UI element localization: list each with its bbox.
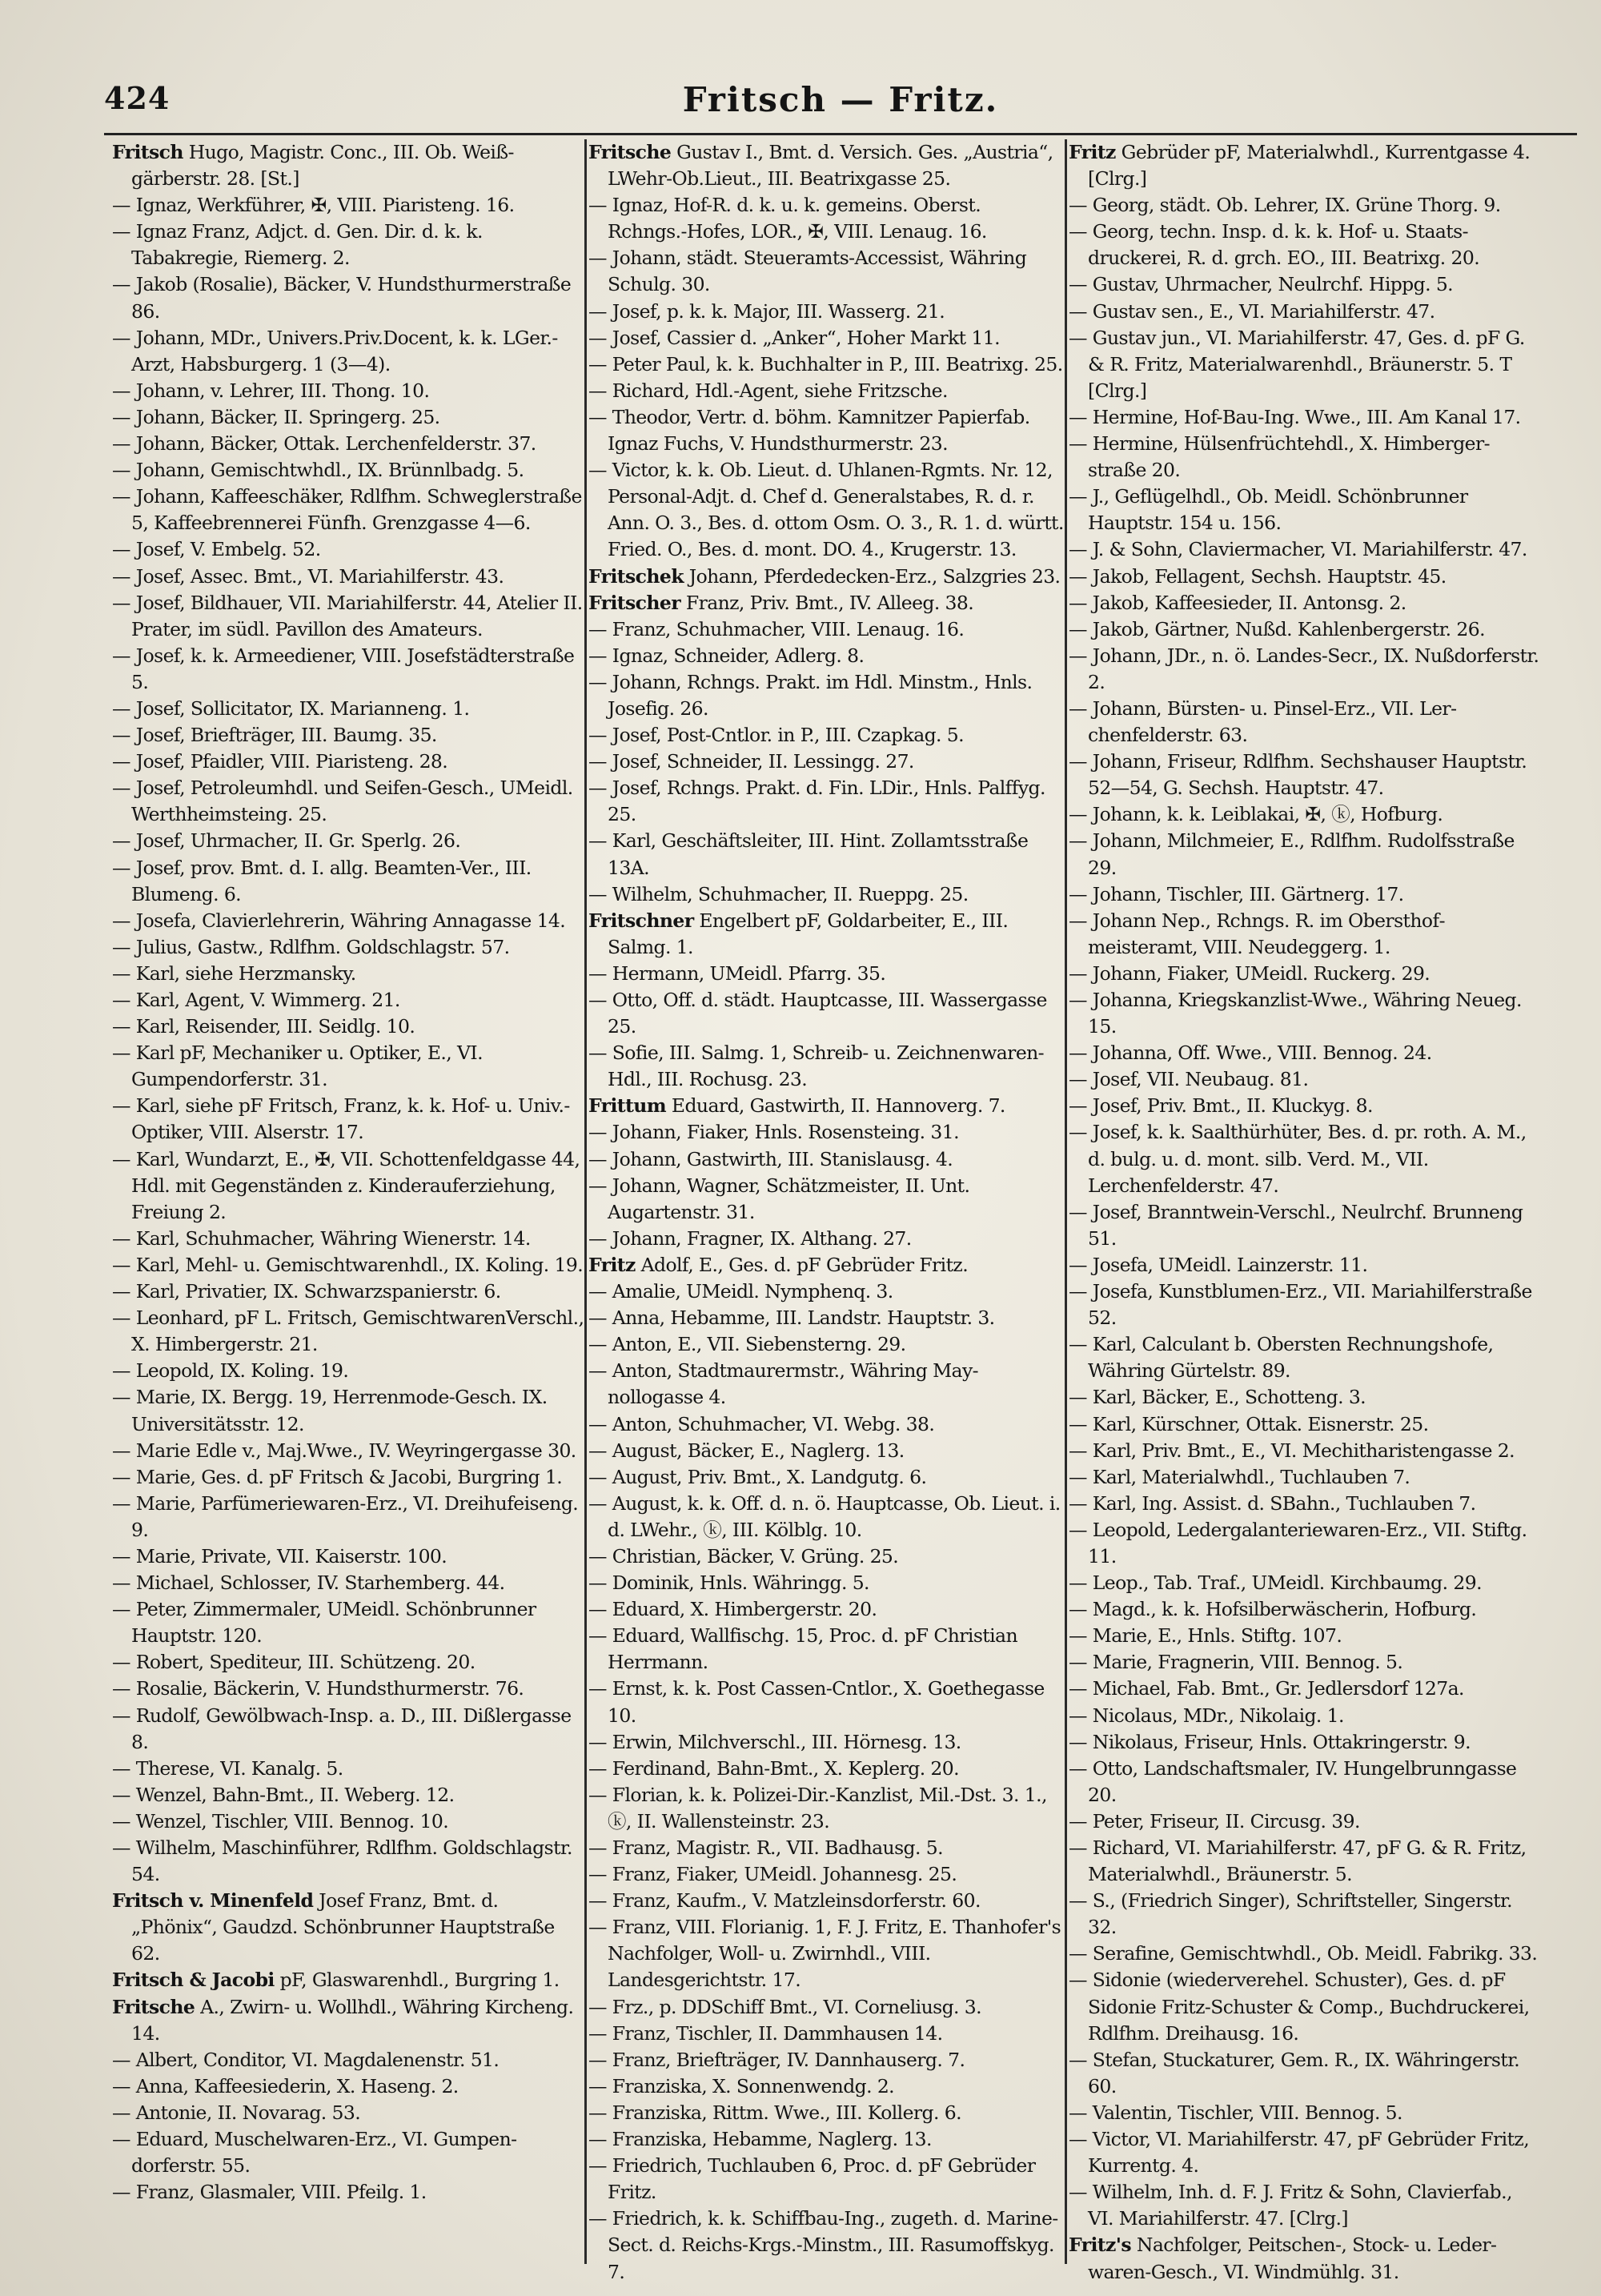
directory-entry: — Leonhard, pF L. Fritsch, GemischtwarenVerschl., X. Himbergerstr. 21. [112, 1307, 584, 1356]
directory-entry: — Michael, Schlosser, IV. Starhemberg. 44. [112, 1571, 505, 1595]
directory-entry: — Josef, k. k. Armeediener, VIII. Josefstädterstraße 5. [112, 644, 575, 693]
directory-entry: — Johann, Bäcker, II. Springerg. 25. [112, 405, 440, 428]
directory-entry: — Anton, Stadtmaurermstr., Währing Maynollogasse 4. [588, 1359, 979, 1409]
directory-entry: — Wenzel, Bahn-Bmt., II. Weberg. 12. [112, 1783, 455, 1806]
directory-entry: — Victor, VI. Mariahilferstr. 47, pF Gebrüder Fritz, Kurrentg. 4. [1069, 2128, 1530, 2178]
directory-entry: — Hermann, UMeidl. Pfarrg. 35. [588, 961, 886, 985]
directory-entry: — Karl, Reisender, III. Seidlg. 10. [112, 1015, 415, 1038]
directory-heading-entry: Fritz's Nachfolger, Peitschen-, Stock- u. Lederwaren-Gesch., VI. Windmühlg. 31. [1069, 2234, 1497, 2283]
entry-surname: Fritz [1069, 141, 1116, 163]
entry-surname: Fritsche [112, 1995, 195, 2018]
directory-entry: — Otto, Off. d. städt. Hauptcasse, III. Wassergasse 25. [588, 989, 1047, 1038]
directory-entry: — Johann, Wagner, Schätzmeister, II. Unt. Augartenstr. 31. [588, 1174, 970, 1223]
directory-heading-entry: Fritsche A., Zwirn- u. Wollhdl., Währing Kircheng. 14. [112, 1995, 574, 2045]
directory-entry: — Josef, Cassier d. „Anker“, Hoher Markt 11. [588, 326, 1000, 349]
entry-surname: Frittum [588, 1094, 667, 1118]
directory-entry: — Johann, Fiaker, Hnls. Rosensteing. 31. [588, 1121, 959, 1144]
directory-entry: — Anna, Hebamme, III. Landstr. Hauptstr. 3. [588, 1307, 995, 1330]
directory-entry: — Wilhelm, Maschinführer, Rdlfhm. Goldschlagstr. 54. [112, 1836, 572, 1886]
column-3 [1069, 139, 1541, 2283]
directory-entry: — Ernst, k. k. Post Cassen-Cntlor., X. Goethegasse 10. [588, 1677, 1045, 1727]
directory-entry: — Karl, Calculant b. Obersten Rechnungshofe, Währing Gürtelstr. 89. [1069, 1333, 1494, 1383]
directory-entry: — Johann, Gemischtwhdl., IX. Brünnlbadg. 5. [112, 459, 524, 482]
directory-entry: — Johann, JDr., n. ö. Landes-Secr., IX. Nußdorferstr. 2. [1069, 644, 1539, 693]
directory-entry: — Karl, Bäcker, E., Schotteng. 3. [1069, 1386, 1366, 1409]
directory-entry: — Franziska, Rittm. Wwe., III. Kollerg. 6. [588, 2101, 961, 2124]
directory-entry: — Josef, VII. Neubaug. 81. [1069, 1068, 1309, 1091]
directory-entry: — Peter, Zimmermaler, UMeidl. Schönbrunner Hauptstr. 120. [112, 1598, 536, 1648]
directory-entry: — Nicolaus, MDr., Nikolaig. 1. [1069, 1704, 1344, 1727]
directory-entry: — Karl, Wundarzt, E., ✠, VII. Schottenfeldgasse 44, Hdl. mit Gegenständen z. Kinderauferziehung, Freiung 2. [112, 1147, 580, 1223]
directory-entry: — Anna, Kaffeesiederin, X. Haseng. 2. [112, 2074, 459, 2097]
directory-entry: — Johann, Bäcker, Ottak. Lerchenfelderstr. 37. [112, 432, 536, 456]
directory-entry: — Marie, Fragnerin, VIII. Bennog. 5. [1069, 1651, 1403, 1674]
column-rule [584, 139, 587, 2264]
directory-entry: — Franziska, X. Sonnenwendg. 2. [588, 2074, 895, 2097]
directory-entry: — Josef, Uhrmacher, II. Gr. Sperlg. 26. [112, 829, 461, 853]
directory-heading-entry: Fritsch v. Minenfeld Josef Franz, Bmt. d. „Phönix“, Gaudzd. Schönbrunner Hauptstraße 62. [112, 1889, 555, 1965]
directory-entry: — Johann, Milchmeier, E., Rdlfhm. Rudolfsstraße 29. [1069, 829, 1515, 879]
directory-entry: — Erwin, Milchverschl., III. Hörnesg. 13. [588, 1730, 961, 1753]
directory-entry: — Johann, v. Lehrer, III. Thong. 10. [112, 379, 430, 402]
directory-entry: — Jakob (Rosalie), Bäcker, V. Hundsthurmerstraße 86. [112, 273, 572, 323]
directory-entry: — Leopold, IX. Koling. 19. [112, 1359, 349, 1383]
entry-surname: Fritsche [588, 141, 672, 163]
directory-entry: — Karl, Materialwhdl., Tuchlauben 7. [1069, 1465, 1410, 1488]
directory-entry: — Eduard, X. Himbergerstr. 20. [588, 1598, 877, 1621]
directory-entry: — J., Geflügelhdl., Ob. Meidl. Schönbrunner Hauptstr. 154 u. 156. [1069, 485, 1468, 535]
directory-entry: — Josef, V. Embelg. 52. [112, 538, 321, 561]
header-rule [104, 133, 1577, 135]
directory-entry: — Karl, Privatier, IX. Schwarzspanierstr. 6. [112, 1280, 501, 1303]
directory-entry: — Karl, Mehl- u. Gemischtwarenhdl., IX. Koling. 19. [112, 1253, 584, 1276]
directory-entry: — Gustav sen., E., VI. Mariahilferstr. 47. [1069, 299, 1435, 323]
directory-heading-entry: Fritsch Hugo, Magistr. Conc., III. Ob. Weißgärberstr. 28. [St.] [112, 141, 515, 191]
directory-entry: — Karl, Ing. Assist. d. SBahn., Tuchlauben 7. [1069, 1491, 1476, 1515]
directory-entry: — Julius, Gastw., Rdlfhm. Goldschlagstr. 57. [112, 935, 510, 958]
directory-entry: — S., (Friedrich Singer), Schriftsteller, Singerstr. 32. [1069, 1889, 1512, 1939]
directory-entry: — Ferdinand, Bahn-Bmt., X. Keplerg. 20. [588, 1756, 960, 1780]
directory-entry: — Johann Nep., Rchngs. R. im Obersthofmeisteramt, VIII. Neudeggerg. 1. [1069, 909, 1446, 958]
directory-entry: — Georg, techn. Insp. d. k. k. Hof- u. Staatsdruckerei, R. d. grch. EO., III. Beatrixg. 20. [1069, 220, 1480, 270]
directory-entry: — Karl, Geschäftsleiter, III. Hint. Zollamtsstraße 13A. [588, 829, 1029, 879]
directory-entry: — Georg, städt. Ob. Lehrer, IX. Grüne Thorg. 9. [1069, 194, 1501, 217]
directory-entry: — August, Bäcker, E., Naglerg. 13. [588, 1439, 905, 1462]
directory-heading-entry: Fritschek Johann, Pferdedecken-Erz., Salzgries 23. [588, 564, 1061, 588]
directory-entry: — Johann, k. k. Leiblakai, ✠, ⓚ, Hofburg. [1069, 803, 1443, 826]
directory-entry: — Friedrich, Tuchlauben 6, Proc. d. pF Gebrüder Fritz. [588, 2154, 1036, 2204]
directory-entry: — Hermine, Hof-Bau-Ing. Wwe., III. Am Kanal 17. [1069, 405, 1521, 428]
directory-entry: — Valentin, Tischler, VIII. Bennog. 5. [1069, 2101, 1402, 2124]
directory-entry: — Johann, Tischler, III. Gärtnerg. 17. [1069, 882, 1404, 905]
directory-entry: — Otto, Landschaftsmaler, IV. Hungelbrunngasse 20. [1069, 1756, 1517, 1806]
directory-entry: — Florian, k. k. Polizei-Dir.-Kanzlist, Mil.-Dst. 3. 1., ⓚ, II. Wallensteinstr. 23. [588, 1783, 1047, 1832]
directory-entry: — Franz, Glasmaler, VIII. Pfeilg. 1. [112, 2181, 427, 2204]
directory-entry: — Gustav jun., VI. Mariahilferstr. 47, Ges. d. pF G. & R. Fritz, Materialwarenhdl., Bräunerstr. 5. T [Clrg.] [1069, 326, 1525, 402]
directory-entry: — Sidonie (wiederverehel. Schuster), Ges. d. pF Sidonie Fritz-Schuster & Comp., Buchdruckerei, Rdlfhm. Dreihausg. 16. [1069, 1969, 1530, 2045]
directory-entry: — Sofie, III. Salmg. 1, Schreib- u. Zeichnenwaren-Hdl., III. Rochusg. 23. [588, 1042, 1044, 1091]
directory-heading-entry: Fritsche Gustav I., Bmt. d. Versich. Ges. „Austria“, LWehr-Ob.Lieut., III. Beatrixgasse 25. [588, 141, 1053, 191]
directory-entry: — Anton, E., VII. Siebensterng. 29. [588, 1333, 906, 1356]
directory-entry: — Wilhelm, Inh. d. F. J. Fritz & Sohn, Clavierfab., VI. Mariahilferstr. 47. [Clrg.] [1069, 2181, 1512, 2230]
directory-entry: — Josef, Schneider, II. Lessingg. 27. [588, 750, 914, 773]
directory-entry: — Theodor, Vertr. d. böhm. Kamnitzer Papierfab. Ignaz Fuchs, V. Hundsthurmerstr. 23. [588, 405, 1030, 456]
directory-entry: — Karl, siehe Herzmansky. [112, 961, 356, 985]
directory-entry: — Albert, Conditor, VI. Magdalenenstr. 51. [112, 2048, 500, 2071]
entry-surname: Fritsch [112, 141, 183, 163]
directory-heading-entry: Fritschner Engelbert pF, Goldarbeiter, E., III. Salmg. 1. [588, 909, 1009, 958]
directory-entry: — Johanna, Kriegskanzlist-Wwe., Währing Neueg. 15. [1069, 989, 1522, 1038]
column-rule [1065, 139, 1067, 2264]
directory-entry: — Franziska, Hebamme, Naglerg. 13. [588, 2128, 932, 2151]
entry-surname: Fritsch & Jacobi [112, 1969, 275, 1992]
directory-entry: — Josef, k. k. Saalthürhüter, Bes. d. pr. roth. A. M., d. bulg. u. d. mont. silb. Verd. M., VII. Lerchenfelderstr. 47. [1069, 1121, 1527, 1197]
directory-entry: — Karl, Schuhmacher, Währing Wienerstr. 14. [112, 1226, 531, 1250]
directory-entry: — Josefa, Clavierlehrerin, Währing Annagasse 14. [112, 909, 566, 932]
column-1 [112, 139, 584, 2264]
directory-entry: — Robert, Spediteur, III. Schützeng. 20. [112, 1651, 475, 1674]
directory-entry: — Karl, Kürschner, Ottak. Eisnerstr. 25. [1069, 1412, 1429, 1435]
directory-entry: — Franz, Kaufm., V. Matzleinsdorferstr. 60. [588, 1889, 981, 1913]
entry-surname: Fritschner [588, 909, 694, 932]
directory-entry: — Eduard, Wallfischg. 15, Proc. d. pF Christian Herrmann. [588, 1624, 1018, 1674]
directory-entry: — Jakob, Fellagent, Sechsh. Hauptstr. 45. [1069, 564, 1447, 588]
directory-entry: — Josefa, UMeidl. Lainzerstr. 11. [1069, 1253, 1368, 1276]
directory-entry: — Christian, Bäcker, V. Grüng. 25. [588, 1544, 899, 1567]
directory-entry: — Josefa, Kunstblumen-Erz., VII. Mariahilferstraße 52. [1069, 1280, 1532, 1330]
directory-entry: — Eduard, Muschelwaren-Erz., VI. Gumpendorferstr. 55. [112, 2128, 518, 2178]
directory-entry: — Johann, städt. Steueramts-Accessist, Währing Schulg. 30. [588, 247, 1027, 296]
directory-entry: — August, k. k. Off. d. n. ö. Hauptcasse, Ob. Lieut. i. d. LWehr., ⓚ, III. Kölblg. 10. [588, 1491, 1061, 1541]
directory-entry: — Josef, Briefträger, III. Baumg. 35. [112, 724, 437, 747]
directory-entry: — Peter, Friseur, II. Circusg. 39. [1069, 1809, 1360, 1832]
directory-entry: — Karl pF, Mechaniker u. Optiker, E., VI. Gumpendorferstr. 31. [112, 1042, 483, 1091]
directory-entry: — Johann, Kaffeeschäker, Rdlfhm. Schweglerstraße 5, Kaffeebrennerei Fünfh. Grenzgasse 4—6. [112, 485, 582, 535]
directory-entry: — Johann, MDr., Univers.Priv.Docent, k. k. LGer.-Arzt, Habsburgerg. 1 (3—4). [112, 326, 558, 375]
directory-entry: — Marie, Parfümeriewaren-Erz., VI. Dreihufeiseng. 9. [112, 1491, 579, 1541]
directory-entry: — Michael, Fab. Bmt., Gr. Jedlersdorf 127a. [1069, 1677, 1464, 1700]
directory-entry: — Rosalie, Bäckerin, V. Hundsthurmerstr. 76. [112, 1677, 524, 1700]
directory-entry: — Therese, VI. Kanalg. 5. [112, 1756, 343, 1780]
directory-entry: — Johann, Bürsten- u. Pinsel-Erz., VII. Lerchenfelderstr. 63. [1069, 696, 1458, 747]
directory-heading-entry: Fritz Adolf, E., Ges. d. pF Gebrüder Fritz. [588, 1253, 969, 1276]
directory-entry: — Karl, Agent, V. Wimmerg. 21. [112, 989, 400, 1011]
directory-entry: — Josef, prov. Bmt. d. I. allg. Beamten-Ver., III. Blumeng. 6. [112, 856, 532, 905]
directory-entry: — Stefan, Stuckaturer, Gem. R., IX. Währingerstr. 60. [1069, 2048, 1520, 2097]
directory-entry: — Gustav, Uhrmacher, Neulrchf. Hippg. 5. [1069, 273, 1454, 296]
column-2 [588, 139, 1065, 2283]
directory-entry: — Josef, Sollicitator, IX. Marianneng. 1. [112, 696, 470, 720]
directory-entry: — Peter Paul, k. k. Buchhalter in P., III. Beatrixg. 25. [588, 352, 1063, 375]
directory-entry: — Richard, VI. Mariahilferstr. 47, pF G. & R. Fritz, Materialwhdl., Bräunerstr. 5. [1069, 1836, 1527, 1886]
directory-entry: — Karl, siehe pF Fritsch, Franz, k. k. Hof- u. Univ.-Optiker, VIII. Alserstr. 17. [112, 1094, 570, 1144]
directory-entry: — Josef, Priv. Bmt., II. Kluckyg. 8. [1069, 1094, 1373, 1118]
directory-entry: — Antonie, II. Novarag. 53. [112, 2101, 361, 2124]
directory-entry: — Franz, Briefträger, IV. Dannhauserg. 7. [588, 2048, 965, 2071]
directory-entry: — Friedrich, k. k. Schiffbau-Ing., zugeth. d. Marine-Sect. d. Reichs-Krgs.-Minstm., III. Rasumoffskyg. 7. [588, 2207, 1058, 2283]
directory-entry: — Johanna, Off. Wwe., VIII. Bennog. 24. [1069, 1042, 1432, 1065]
directory-entry: — Nikolaus, Friseur, Hnls. Ottakringerstr. 9. [1069, 1730, 1471, 1753]
directory-entry: — Marie, Private, VII. Kaiserstr. 100. [112, 1544, 447, 1567]
entry-surname: Fritscher [588, 591, 680, 614]
directory-entry: — Marie, E., Hnls. Stiftg. 107. [1069, 1624, 1342, 1648]
directory-entry: — Ignaz Franz, Adjct. d. Gen. Dir. d. k. k. Tabakregie, Riemerg. 2. [112, 220, 483, 270]
directory-entry: — Ignaz, Schneider, Adlerg. 8. [588, 644, 865, 667]
directory-entry: — Marie Edle v., Maj.Wwe., IV. Weyringergasse 30. [112, 1439, 576, 1462]
directory-entry: — Johann, Fiaker, UMeidl. Ruckerg. 29. [1069, 961, 1430, 985]
directory-entry: — Josef, Pfaidler, VIII. Piaristeng. 28. [112, 750, 448, 773]
running-head: Fritsch — Fritz. [682, 80, 999, 119]
directory-entry: — Jakob, Kaffeesieder, II. Antonsg. 2. [1069, 591, 1406, 614]
directory-entry: — Franz, Magistr. R., VII. Badhausg. 5. [588, 1836, 943, 1859]
directory-entry: — August, Priv. Bmt., X. Landgutg. 6. [588, 1465, 927, 1488]
directory-entry: — Johann, Rchngs. Prakt. im Hdl. Minstm., Hnls. Josefig. 26. [588, 670, 1033, 720]
directory-entry: — Frz., p. DDSchiff Bmt., VI. Corneliusg. 3. [588, 1995, 981, 2018]
directory-entry: — Leopold, Ledergalanteriewaren-Erz., VII. Stiftg. 11. [1069, 1518, 1527, 1567]
directory-entry: — Anton, Schuhmacher, VI. Webg. 38. [588, 1412, 935, 1435]
entry-surname: Fritschek [588, 564, 684, 588]
directory-entry: — Dominik, Hnls. Währingg. 5. [588, 1571, 869, 1595]
directory-entry: — Marie, IX. Bergg. 19, Herrenmode-Gesch. IX. Universitätsstr. 12. [112, 1386, 548, 1435]
directory-entry: — J. & Sohn, Claviermacher, VI. Mariahilferstr. 47. [1069, 538, 1527, 561]
directory-entry: — Johann, Fragner, IX. Althang. 27. [588, 1226, 912, 1250]
page-number: 424 [104, 80, 171, 116]
directory-entry: — Franz, Schuhmacher, VIII. Lenaug. 16. [588, 617, 965, 640]
directory-entry: — Wilhelm, Schuhmacher, II. Rueppg. 25. [588, 882, 969, 905]
directory-entry: — Leop., Tab. Traf., UMeidl. Kirchbaumg. 29. [1069, 1571, 1482, 1595]
directory-heading-entry: Fritscher Franz, Priv. Bmt., IV. Alleeg. 38. [588, 591, 974, 614]
page-header [104, 80, 1577, 131]
directory-entry: — Josef, Bildhauer, VII. Mariahilferstr. 44, Atelier II. Prater, im südl. Pavillon des Amateurs. [112, 591, 583, 640]
entry-surname: Fritsch v. Minenfeld [112, 1889, 314, 1913]
directory-entry: — Franz, VIII. Florianig. 1, F. J. Fritz, E. Thanhofer's Nachfolger, Woll- u. Zwirnhdl., VIII. Landesgerichtstr. 17. [588, 1916, 1061, 1992]
directory-heading-entry: Fritz Gebrüder pF, Materialwhdl., Kurrentgasse 4. [Clrg.] [1069, 141, 1531, 191]
directory-entry: — Marie, Ges. d. pF Fritsch & Jacobi, Burgring 1. [112, 1465, 563, 1488]
entry-surname: Fritz's [1069, 2234, 1132, 2257]
directory-entry: — Josef, Petroleumhdl. und Seifen-Gesch., UMeidl. Werthheimsteing. 25. [112, 777, 573, 826]
directory-entry: — Serafine, Gemischtwhdl., Ob. Meidl. Fabrikg. 33. [1069, 1942, 1538, 1965]
entry-surname: Fritz [588, 1253, 636, 1276]
directory-entry: — Victor, k. k. Ob. Lieut. d. Uhlanen-Rgmts. Nr. 12, Personal-Adjt. d. Chef d. Generalstabes, R. d. r. Ann. O. 3., Bes. d. ottom Osm. O. 3., R. 1. d. württ. Fried. O., Bes. d. mont. DO. 4., Krugerstr. 13. [588, 459, 1064, 561]
directory-heading-entry: Fritsch & Jacobi pF, Glaswarenhdl., Burgring 1. [112, 1969, 560, 1992]
directory-entry: — Amalie, UMeidl. Nymphenq. 3. [588, 1280, 893, 1303]
directory-entry: — Josef, p. k. k. Major, III. Wasserg. 21. [588, 299, 945, 323]
directory-entry: — Karl, Priv. Bmt., E., VI. Mechitharistengasse 2. [1069, 1439, 1515, 1462]
directory-entry: — Hermine, Hülsenfrüchtehdl., X. Himbergerstraße 20. [1069, 432, 1491, 482]
directory-entry: — Johann, Friseur, Rdlfhm. Sechshauser Hauptstr. 52—54, G. Sechsh. Hauptstr. 47. [1069, 750, 1527, 800]
directory-entry: — Johann, Gastwirth, III. Stanislausg. 4. [588, 1147, 953, 1170]
directory-entry: — Franz, Fiaker, UMeidl. Johannesg. 25. [588, 1863, 957, 1886]
directory-entry: — Ignaz, Werkführer, ✠, VIII. Piaristeng. 16. [112, 194, 515, 217]
directory-entry: — Rudolf, Gewölbwach-Insp. a. D., III. Dißlergasse 8. [112, 1704, 572, 1753]
directory-entry: — Jakob, Gärtner, Nußd. Kahlenbergerstr. 26. [1069, 617, 1485, 640]
directory-entry: — Richard, Hdl.-Agent, siehe Fritzsche. [588, 379, 948, 402]
directory-entry: — Magd., k. k. Hofsilberwäscherin, Hofburg. [1069, 1598, 1477, 1621]
directory-entry: — Josef, Post-Cntlor. in P., III. Czapkag. 5. [588, 724, 965, 747]
directory-entry: — Wenzel, Tischler, VIII. Bennog. 10. [112, 1809, 449, 1832]
directory-entry: — Josef, Branntwein-Verschl., Neulrchf. Brunneng 51. [1069, 1200, 1523, 1250]
directory-entry: — Josef, Rchngs. Prakt. d. Fin. LDir., Hnls. Palffyg. 25. [588, 777, 1045, 826]
directory-entry: — Ignaz, Hof-R. d. k. u. k. gemeins. Oberst. Rchngs.-Hofes, LOR., ✠, VIII. Lenaug. 16. [588, 194, 987, 243]
directory-heading-entry: Frittum Eduard, Gastwirth, II. Hannoverg. 7. [588, 1094, 1005, 1118]
directory-entry: — Josef, Assec. Bmt., VI. Mariahilferstr. 43. [112, 564, 504, 588]
directory-entry: — Franz, Tischler, II. Dammhausen 14. [588, 2021, 943, 2045]
